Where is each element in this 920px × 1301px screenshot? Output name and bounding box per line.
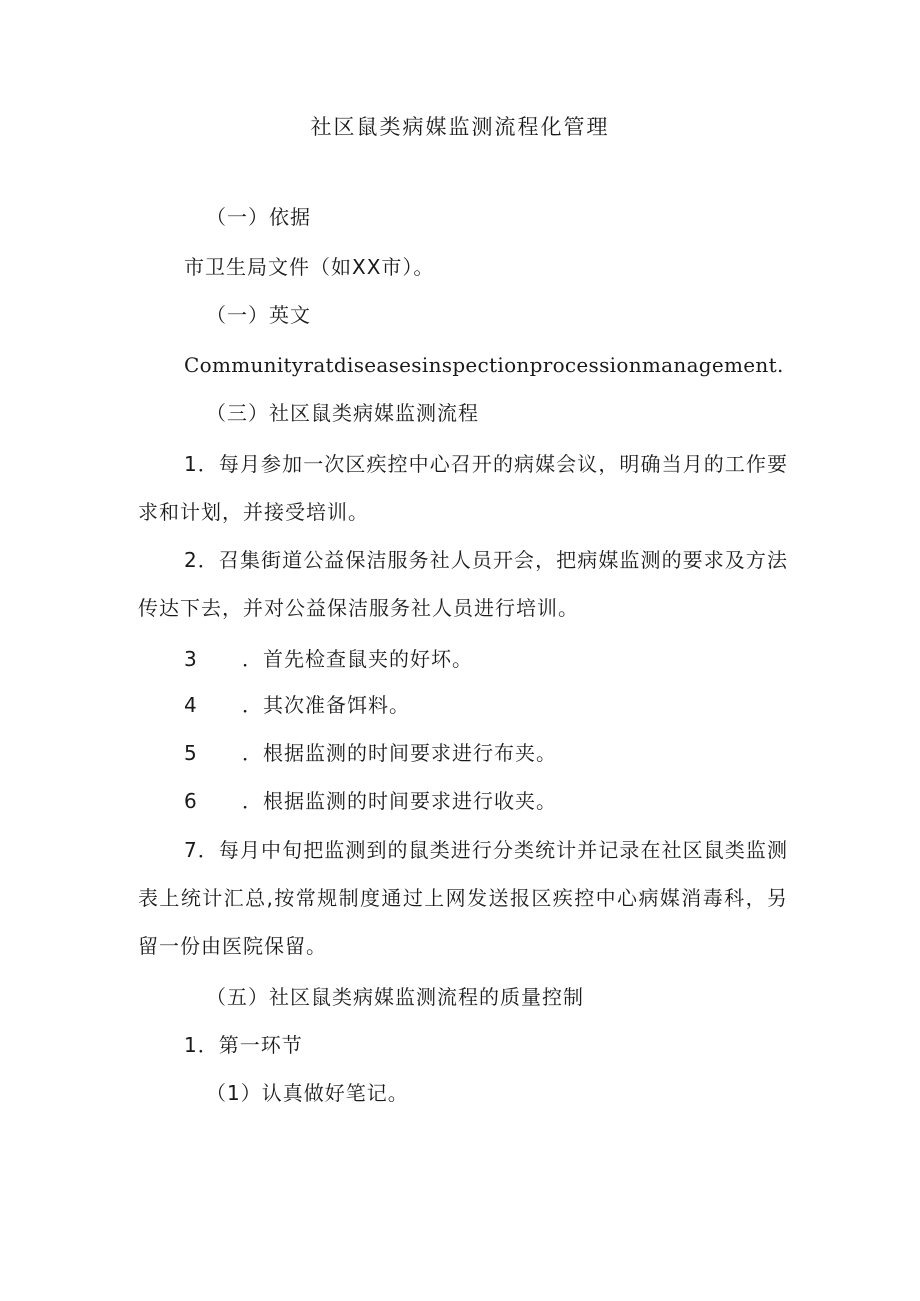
process-step-6-number: 6 [184, 789, 198, 813]
process-step-3-number: 3 [184, 647, 198, 671]
section-english-heading: （一）英文 [206, 303, 311, 327]
quality-sub-item-1: （1）认真做好笔记。 [206, 1081, 409, 1105]
process-step-6-text: ．根据监测的时间要求进行收夹。 [242, 789, 557, 813]
process-step-5-text: ．根据监测的时间要求进行布夹。 [242, 741, 557, 765]
process-step-3 [184, 644, 473, 674]
process-step-1: 1．每月参加一次区疾控中心召开的病媒会议，明确当月的工作要求和计划，并接受培训。 [138, 452, 788, 524]
process-step-6 [184, 786, 557, 816]
basis-text: 市卫生局文件（如XX市）。 [184, 255, 435, 279]
document-title: 社区鼠类病媒监测流程化管理 [310, 115, 610, 139]
quality-step-1: 1．第一环节 [184, 1033, 303, 1057]
process-step-4 [184, 690, 410, 720]
process-step-4-text: ．其次准备饵料。 [242, 693, 410, 717]
section-quality-heading: （五）社区鼠类病媒监测流程的质量控制 [206, 985, 584, 1009]
process-step-4-number: 4 [184, 693, 198, 717]
process-step-7: 7．每月中旬把监测到的鼠类进行分类统计并记录在社区鼠类监测表上统计汇总,按常规制度通过上网发送报区疾控中心病媒消毒科，另留一份由医院保留。 [138, 838, 788, 958]
process-step-5-number: 5 [184, 741, 198, 765]
section-basis-heading: （一）依据 [206, 205, 311, 229]
english-text: Communityratdiseasesinspectionprocessionmanagement. [184, 353, 784, 377]
process-step-3-text: ．首先检查鼠夹的好坏。 [242, 647, 473, 671]
process-step-5 [184, 738, 557, 768]
section-process-heading: （三）社区鼠类病媒监测流程 [206, 401, 479, 425]
process-step-2: 2．召集街道公益保洁服务社人员开会，把病媒监测的要求及方法传达下去，并对公益保洁服务社人员进行培训。 [138, 548, 788, 620]
